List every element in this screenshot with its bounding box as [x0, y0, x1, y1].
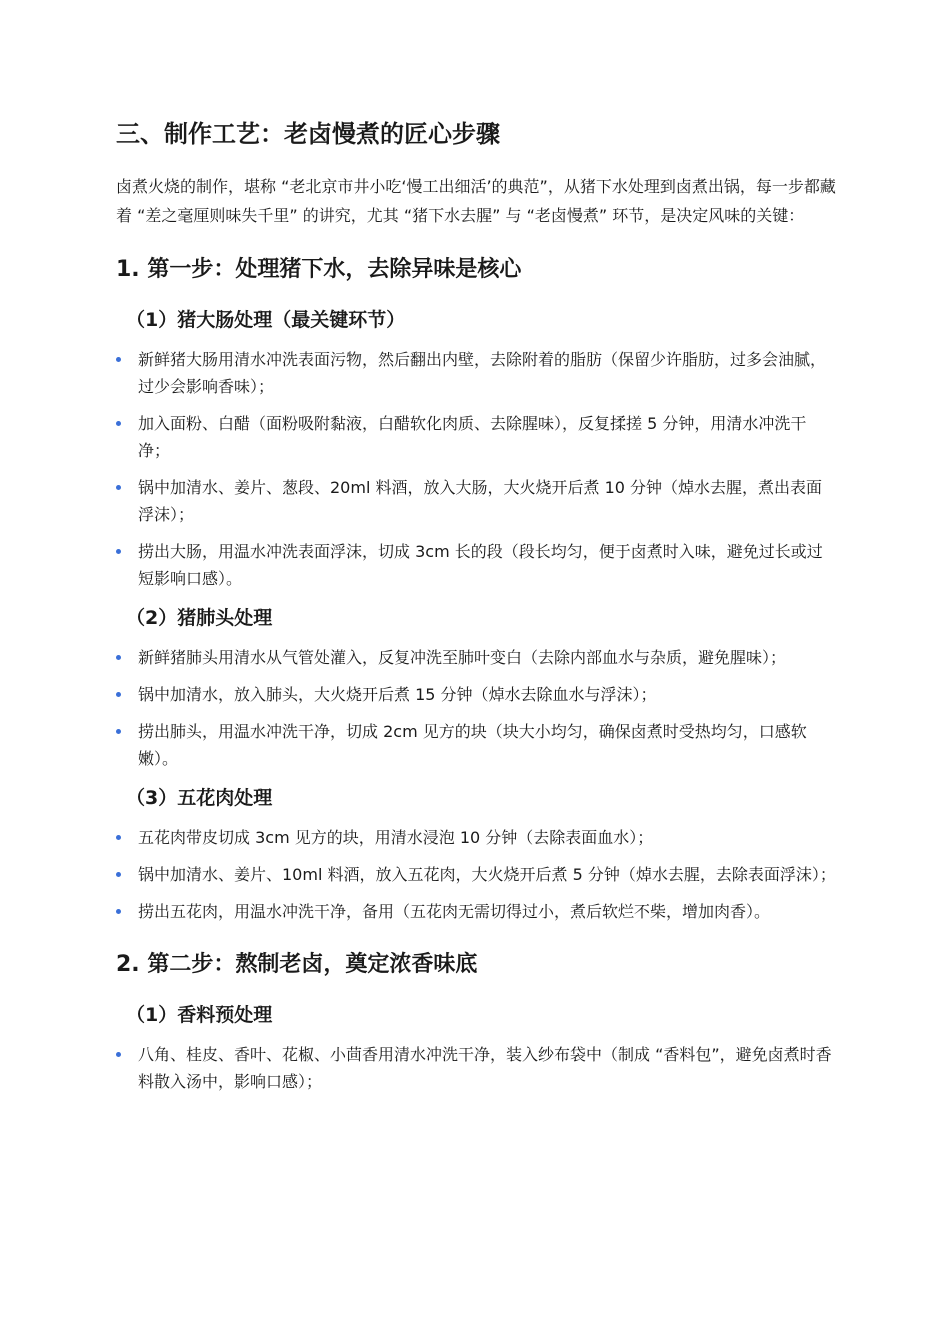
- list-item: [116, 410, 836, 464]
- bullet-icon: [116, 1052, 121, 1057]
- intro-paragraph: 卤煮火烧的制作，堪称 “老北京市井小吃‘慢工出细活’的典范”，从猪下水处理到卤煮出锅，每一步都藏着 “差之毫厘则味失千里” 的讲究，尤其 “猪下水去腥” 与 “老卤慢煮” 环节，是决定风味的关键：: [116, 177, 836, 225]
- subsection-heading: （1）猪大肠处理（最关键环节）: [126, 309, 406, 331]
- step-heading: 1. 第一步：处理猪下水，去除异味是核心: [116, 257, 522, 282]
- list-item-text: 锅中加清水、姜片、葱段、20ml 料酒，放入大肠，大火烧开后煮 10 分钟（焯水去腥，煮出表面浮沫）；: [138, 478, 823, 524]
- bullet-icon: [116, 835, 121, 840]
- list-item: [116, 538, 836, 592]
- subsection-heading: （1）香料预处理: [126, 1004, 273, 1026]
- list-item-text: 捞出大肠，用温水冲洗表面浮沫，切成 3cm 长的段（段长均匀，便于卤煮时入味，避免过长或过短影响口感）。: [138, 542, 823, 588]
- list-item-text: 新鲜猪大肠用清水冲洗表面污物，然后翻出内壁，去除附着的脂肪（保留少许脂肪，过多会油腻，过少会影响香味）；: [138, 350, 827, 396]
- bullet-icon: [116, 692, 121, 697]
- subsection-heading: （3）五花肉处理: [126, 787, 273, 809]
- bullet-icon: [116, 549, 121, 554]
- list-item-text: 捞出肺头，用温水冲洗干净，切成 2cm 见方的块（块大小均匀，确保卤煮时受热均匀，口感软嫩）。: [138, 722, 807, 768]
- list-item-text: 新鲜猪肺头用清水从气管处灌入，反复冲洗至肺叶变白（去除内部血水与杂质，避免腥味）；: [138, 648, 787, 667]
- bullet-list: [116, 644, 836, 772]
- bullet-list: [116, 346, 836, 592]
- bullet-icon: [116, 655, 121, 660]
- step-heading: 2. 第二步：熬制老卤，奠定浓香味底: [116, 952, 478, 977]
- list-item: [116, 718, 836, 772]
- list-item-text: 锅中加清水，放入肺头，大火烧开后煮 15 分钟（焯水去除血水与浮沫）；: [138, 685, 657, 704]
- list-item-text: 五花肉带皮切成 3cm 见方的块，用清水浸泡 10 分钟（去除表面血水）；: [138, 828, 654, 847]
- section-title: 三、制作工艺：老卤慢煮的匠心步骤: [116, 120, 500, 148]
- bullet-icon: [116, 729, 121, 734]
- list-item-text: 八角、桂皮、香叶、花椒、小茴香用清水冲洗干净，装入纱布袋中（制成 “香料包”，避免卤煮时香料散入汤中，影响口感）；: [138, 1045, 832, 1091]
- list-item: [116, 824, 836, 851]
- list-item-text: 加入面粉、白醋（面粉吸附黏液，白醋软化肉质、去除腥味），反复揉搓 5 分钟，用清水冲洗干净；: [138, 414, 807, 460]
- bullet-icon: [116, 357, 121, 362]
- bullet-icon: [116, 485, 121, 490]
- document-content: [116, 114, 836, 1105]
- list-item-text: 锅中加清水、姜片、10ml 料酒，放入五花肉，大火烧开后煮 5 分钟（焯水去腥，去除表面浮沫）；: [138, 865, 836, 884]
- list-item: [116, 474, 836, 528]
- bullet-icon: [116, 421, 121, 426]
- list-item: [116, 681, 836, 708]
- subsection-heading: （2）猪肺头处理: [126, 607, 273, 629]
- bullet-icon: [116, 872, 121, 877]
- bullet-icon: [116, 909, 121, 914]
- bullet-list: [116, 824, 836, 925]
- list-item: [116, 861, 836, 888]
- list-item: [116, 346, 836, 400]
- list-item: [116, 1041, 836, 1095]
- list-item: [116, 644, 836, 671]
- list-item-text: 捞出五花肉，用温水冲洗干净，备用（五花肉无需切得过小，煮后软烂不柴，增加肉香）。: [138, 902, 771, 921]
- list-item: [116, 898, 836, 925]
- bullet-list: [116, 1041, 836, 1095]
